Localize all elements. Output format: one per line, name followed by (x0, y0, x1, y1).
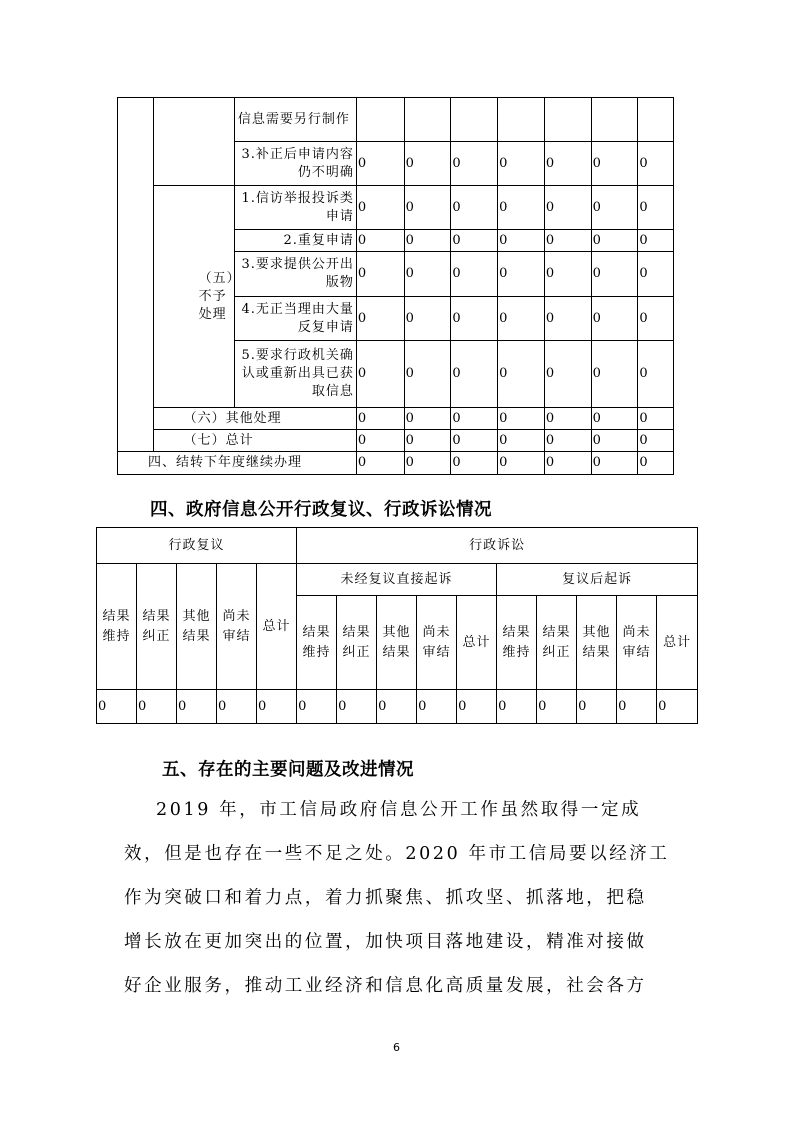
table-cell: 0 (591, 142, 638, 186)
row-label: 4.无正当理由大量反复申请 (234, 297, 356, 341)
table-cell: 0 (638, 341, 674, 408)
table-cell (498, 98, 545, 142)
paragraph-line: 2019 年，市工信局政府信息公开工作虽然取得一定成 (156, 800, 642, 820)
paragraph-line: 效，但是也存在一些不足之处。2020 年市工信局要以经济工 (124, 844, 670, 864)
table-cell: 0 (591, 297, 638, 341)
header-cell: 尚未审结 (617, 596, 657, 690)
row-label: 3.补正后申请内容仍不明确 (234, 142, 356, 186)
table-cell (638, 98, 674, 142)
table-cell: 0 (638, 186, 674, 230)
header-cell: 其他结果 (377, 596, 417, 690)
header-cell: 行政诉讼 (297, 528, 698, 564)
table-cell: 0 (451, 142, 498, 186)
row-label: 3.要求提供公开出版物 (234, 252, 356, 297)
table-cell: 0 (544, 452, 591, 475)
table-cell: 0 (257, 690, 297, 724)
table-cell: 0 (657, 690, 698, 724)
table-row (97, 690, 698, 724)
header-cell: 结果纠正 (337, 596, 377, 690)
table-cell: 0 (591, 408, 638, 430)
table-cell: 0 (97, 690, 137, 724)
table-cell: 0 (591, 341, 638, 408)
table-cell: 0 (498, 142, 545, 186)
header-cell: 复议后起诉 (497, 564, 698, 596)
table-cell: 0 (457, 690, 497, 724)
table-cell: 0 (404, 297, 451, 341)
table-cell: 0 (638, 142, 674, 186)
table-cell: 0 (498, 230, 545, 252)
table-cell: 0 (451, 408, 498, 430)
section-heading: 五、存在的主要问题及改进情况 (162, 760, 414, 780)
table-cell: 0 (337, 690, 377, 724)
table-cell: 0 (591, 230, 638, 252)
table-row (118, 408, 674, 430)
header-cell: 未经复议直接起诉 (297, 564, 497, 596)
table-cell: 0 (544, 408, 591, 430)
table-cell: 0 (498, 297, 545, 341)
table-cell: 0 (404, 142, 451, 186)
header-cell: 结果纠正 (537, 596, 577, 690)
table-cell: 0 (356, 252, 404, 297)
table-cell: 0 (404, 408, 451, 430)
table-cell: 0 (498, 252, 545, 297)
header-cell: 总计 (657, 596, 698, 690)
paragraph-line: 好企业服务，推动工业经济和信息化高质量发展，社会各方 (124, 976, 647, 996)
table-cell: 0 (544, 186, 591, 230)
paragraph-line: 作为突破口和着力点，着力抓聚焦、抓攻坚、抓落地，把稳 (124, 888, 647, 908)
row-label: 5.要求行政机关确认或重新出具已获取信息 (234, 341, 356, 408)
table-cell: 0 (356, 186, 404, 230)
header-cell: 其他结果 (577, 596, 617, 690)
header-cell: 总计 (257, 564, 297, 690)
table-cell: 0 (451, 186, 498, 230)
header-cell: 结果维持 (97, 564, 137, 690)
row-label: 1.信访举报投诉类申请 (234, 186, 356, 230)
table-cell: 0 (638, 230, 674, 252)
application-handling-table (117, 97, 674, 475)
review-litigation-table (96, 527, 698, 724)
table-cell (404, 98, 451, 142)
outer-blank-cell (118, 98, 154, 452)
table-cell: 0 (638, 252, 674, 297)
table-cell: 0 (591, 252, 638, 297)
paragraph-line: 增长放在更加突出的位置，加快项目落地建设，精准对接做 (124, 932, 647, 952)
table-cell: 0 (177, 690, 217, 724)
table-cell: 0 (544, 252, 591, 297)
header-cell: 总计 (457, 596, 497, 690)
table-cell: 0 (404, 452, 451, 475)
table-cell: 0 (577, 690, 617, 724)
row-label: （七）总计 (153, 430, 356, 452)
table-cell: 0 (404, 430, 451, 452)
table-cell: 0 (498, 341, 545, 408)
table-cell: 0 (356, 297, 404, 341)
table-cell: 0 (297, 690, 337, 724)
table-row (97, 564, 698, 596)
header-cell: 结果维持 (497, 596, 537, 690)
table-cell: 0 (356, 452, 404, 475)
table-cell: 0 (356, 430, 404, 452)
table-row (97, 528, 698, 564)
header-cell: 结果纠正 (137, 564, 177, 690)
table-cell: 0 (591, 186, 638, 230)
table-cell (591, 98, 638, 142)
table-cell: 0 (617, 690, 657, 724)
table-cell: 0 (544, 430, 591, 452)
table-cell: 0 (451, 252, 498, 297)
table-cell: 0 (404, 186, 451, 230)
table-cell: 0 (638, 430, 674, 452)
table-cell: 0 (498, 186, 545, 230)
table-cell: 0 (638, 297, 674, 341)
header-cell: 结果维持 (297, 596, 337, 690)
table-cell: 0 (356, 341, 404, 408)
table-cell: 0 (451, 297, 498, 341)
table-cell: 0 (417, 690, 457, 724)
table-cell: 0 (537, 690, 577, 724)
table-cell: 0 (404, 341, 451, 408)
row-label: （六）其他处理 (153, 408, 356, 430)
row-label: 信息需要另行制作 (234, 98, 356, 142)
category-blank-cell (153, 98, 234, 186)
table-cell: 0 (544, 142, 591, 186)
table-cell: 0 (497, 690, 537, 724)
table-cell: 0 (217, 690, 257, 724)
table-cell: 0 (404, 252, 451, 297)
table-cell: 0 (498, 408, 545, 430)
header-cell: 其他结果 (177, 564, 217, 690)
table-cell: 0 (137, 690, 177, 724)
table-cell: 0 (451, 452, 498, 475)
table-row (118, 430, 674, 452)
table-cell: 0 (451, 230, 498, 252)
table-cell: 0 (544, 230, 591, 252)
section-heading: 四、政府信息公开行政复议、行政诉讼情况 (150, 500, 492, 520)
page-number: 6 (393, 1041, 400, 1054)
table-cell: 0 (451, 341, 498, 408)
table-row (118, 452, 674, 475)
table-cell: 0 (638, 408, 674, 430)
table-cell: 0 (638, 452, 674, 475)
table-cell (451, 98, 498, 142)
table-cell: 0 (591, 430, 638, 452)
table-cell: 0 (404, 230, 451, 252)
table-cell: 0 (544, 341, 591, 408)
table-row (118, 98, 674, 142)
table-cell: 0 (498, 452, 545, 475)
table-cell: 0 (498, 430, 545, 452)
row-label: 四、结转下年度继续办理 (118, 452, 357, 475)
table-cell: 0 (591, 452, 638, 475)
table-cell (356, 98, 404, 142)
header-cell: 尚未审结 (217, 564, 257, 690)
table-cell: 0 (377, 690, 417, 724)
row-label: 2.重复申请 (234, 230, 356, 252)
header-cell: 尚未审结 (417, 596, 457, 690)
table-row (118, 186, 674, 230)
table-cell (544, 98, 591, 142)
table-cell: 0 (356, 142, 404, 186)
table-cell: 0 (356, 408, 404, 430)
table-cell: 0 (544, 297, 591, 341)
table-cell: 0 (356, 230, 404, 252)
table-cell: 0 (451, 430, 498, 452)
category-label: （五）不予处理 (153, 186, 234, 408)
header-cell: 行政复议 (97, 528, 297, 564)
